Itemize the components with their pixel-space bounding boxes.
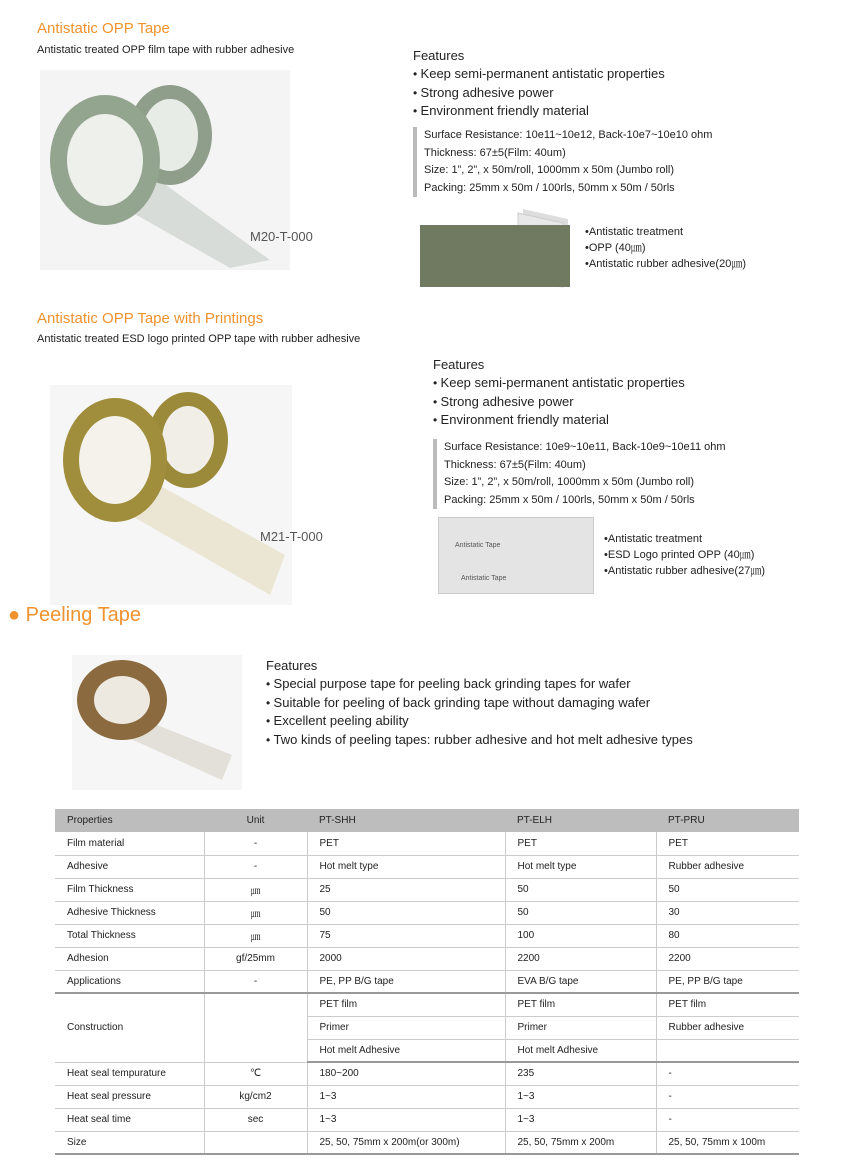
spec-line: Thickness: 67±5(Film: 40um)	[444, 458, 586, 471]
header-cell: PT-SHH	[307, 809, 505, 832]
layer-list	[604, 531, 765, 579]
table-cell: 50	[307, 901, 505, 924]
feature-item: • Keep semi-permanent antistatic properties	[433, 374, 685, 393]
table-cell: Adhesion	[55, 947, 204, 970]
table-cell: gf/25mm	[204, 947, 307, 970]
section-title-peeling-tape: ● Peeling Tape	[8, 604, 141, 626]
table-row	[55, 878, 799, 901]
table-cell: 2200	[505, 947, 656, 970]
spec-line: Thickness: 67±5(Film: 40um)	[424, 146, 566, 159]
table-cell: PE, PP B/G tape	[307, 970, 505, 993]
table-cell: Film Thickness	[55, 878, 204, 901]
table-cell: sec	[204, 1108, 307, 1131]
table-row	[55, 947, 799, 970]
table-cell: 80	[656, 924, 799, 947]
table-cell: 2200	[656, 947, 799, 970]
layer-item: • Antistatic rubber adhesive(20㎛)	[585, 256, 746, 272]
table-cell: kg/cm2	[204, 1085, 307, 1108]
header-cell: Unit	[204, 809, 307, 832]
table-cell: Applications	[55, 970, 204, 993]
properties-table	[55, 809, 799, 1155]
section-title-printed-tape: Antistatic OPP Tape with Printings	[37, 310, 264, 327]
layer-item: • Antistatic treatment	[604, 531, 765, 547]
spec-line: Packing: 25mm x 50m / 100rls, 50mm x 50m / 50rls	[424, 181, 675, 194]
table-cell: 30	[656, 901, 799, 924]
bullet-icon: ●	[8, 604, 21, 626]
table-cell: Size	[55, 1131, 204, 1154]
table-cell: Rubber adhesive	[656, 1016, 799, 1039]
section-subtitle: Antistatic treated OPP film tape with rubber adhesive	[37, 44, 295, 56]
print-label: Antistatic Tape	[461, 575, 507, 582]
table-row	[55, 924, 799, 947]
feature-item: • Special purpose tape for peeling back grinding tapes for wafer	[266, 675, 716, 694]
table-cell: -	[656, 1108, 799, 1131]
table-cell: 235	[505, 1062, 656, 1085]
section-subtitle: Antistatic treated ESD logo printed OPP tape with rubber adhesive	[37, 333, 361, 345]
feature-item: • Strong adhesive power	[413, 84, 665, 103]
model-code: M20-T-000	[250, 229, 313, 244]
print-label: Antistatic Tape	[455, 542, 501, 549]
feature-item: • Keep semi-permanent antistatic properties	[413, 65, 665, 84]
table-cell: 2000	[307, 947, 505, 970]
feature-item: • Strong adhesive power	[433, 393, 685, 412]
table-cell: -	[204, 855, 307, 878]
header-cell: PT-ELH	[505, 809, 656, 832]
table-cell: 1~3	[307, 1085, 505, 1108]
table-cell: PE, PP B/G tape	[656, 970, 799, 993]
table-cell: -	[204, 832, 307, 855]
table-cell	[656, 1039, 799, 1062]
table-cell: ㎛	[204, 924, 307, 947]
spec-line: Size: 1”, 2”, x 50m/roll, 1000mm x 50m (Jumbo roll)	[424, 164, 675, 176]
specs-block	[413, 127, 712, 197]
table-row	[55, 1062, 799, 1085]
table-header-row	[55, 809, 799, 832]
features-list	[433, 374, 685, 430]
table-cell: Heat seal tempurature	[55, 1062, 204, 1085]
table-cell: Adhesive	[55, 855, 204, 878]
header-cell: Properties	[55, 809, 204, 832]
table-cell: PET film	[307, 993, 505, 1016]
table-cell: 50	[656, 878, 799, 901]
table-cell: ㎛	[204, 901, 307, 924]
spec-line: Packing: 25mm x 50m / 100rls, 50mm x 50m / 50rls	[444, 493, 695, 506]
section-title-antistatic-opp: Antistatic OPP Tape	[37, 20, 170, 37]
table-row	[55, 832, 799, 855]
table-cell: PET film	[656, 993, 799, 1016]
table-cell: ㎛	[204, 878, 307, 901]
table-row	[55, 855, 799, 878]
table-row	[55, 1085, 799, 1108]
feature-item: • Environment friendly material	[433, 411, 685, 430]
feature-item: • Two kinds of peeling tapes: rubber adhesive and hot melt adhesive types	[266, 731, 716, 750]
table-cell: Hot melt type	[505, 855, 656, 878]
feature-item: • Excellent peeling ability	[266, 712, 716, 731]
table-cell: 180~200	[307, 1062, 505, 1085]
table-cell	[204, 1131, 307, 1154]
table-cell: 25, 50, 75mm x 200m(or 300m)	[307, 1131, 505, 1154]
table-cell: -	[656, 1085, 799, 1108]
spec-line: Surface Resistance: 10e9~10e11, Back-10e9~10e11 ohm	[444, 441, 726, 453]
table-cell: PET	[505, 832, 656, 855]
spec-line: Size: 1”, 2”, x 50m/roll, 1000mm x 50m (Jumbo roll)	[444, 476, 695, 488]
model-code: M21-T-000	[260, 529, 323, 544]
table-cell: Rubber adhesive	[656, 855, 799, 878]
peeling-tape-roll-image	[72, 655, 242, 790]
table-row	[55, 993, 799, 1016]
layer-item: • OPP (40㎛)	[585, 240, 746, 256]
layer-list	[585, 224, 746, 272]
table-cell: Hot melt Adhesive	[307, 1039, 505, 1062]
layer-item: • Antistatic rubber adhesive(27㎛)	[604, 563, 765, 579]
table-cell: 25	[307, 878, 505, 901]
features-title: Features	[266, 658, 318, 673]
printed-layer-diagram	[438, 517, 594, 594]
table-cell: 50	[505, 878, 656, 901]
table-cell: 25, 50, 75mm x 100m	[656, 1131, 799, 1154]
table-cell: 1~3	[505, 1085, 656, 1108]
printed-tape-roll-image	[50, 385, 292, 605]
specs-block	[433, 439, 726, 509]
table-cell: Heat seal time	[55, 1108, 204, 1131]
table-cell: 100	[505, 924, 656, 947]
features-list	[266, 675, 716, 749]
table-cell: Adhesive Thickness	[55, 901, 204, 924]
table-cell: 75	[307, 924, 505, 947]
features-list	[413, 65, 665, 121]
header-cell: PT-PRU	[656, 809, 799, 832]
feature-item: • Environment friendly material	[413, 102, 665, 121]
table-cell: Construction	[55, 993, 204, 1062]
table-cell: PET film	[505, 993, 656, 1016]
layer-item: • ESD Logo printed OPP (40㎛)	[604, 547, 765, 563]
table-cell: Film material	[55, 832, 204, 855]
table-row	[55, 901, 799, 924]
spec-line: Surface Resistance: 10e11~10e12, Back-10e7~10e10 ohm	[424, 129, 713, 141]
table-cell	[204, 993, 307, 1062]
table-cell: ℃	[204, 1062, 307, 1085]
table-cell: 25, 50, 75mm x 200m	[505, 1131, 656, 1154]
table-cell: 1~3	[307, 1108, 505, 1131]
table-cell: Primer	[505, 1016, 656, 1039]
table-cell: Total Thickness	[55, 924, 204, 947]
table-cell: PET	[307, 832, 505, 855]
table-cell: 1~3	[505, 1108, 656, 1131]
table-row	[55, 970, 799, 993]
table-cell: -	[656, 1062, 799, 1085]
table-cell: Primer	[307, 1016, 505, 1039]
features-title: Features	[433, 357, 485, 372]
table-cell: Hot melt type	[307, 855, 505, 878]
layer-diagram	[418, 207, 578, 289]
table-cell: PET	[656, 832, 799, 855]
table-cell: Heat seal pressure	[55, 1085, 204, 1108]
feature-item: • Suitable for peeling of back grinding tape without damaging wafer	[266, 694, 716, 713]
table-cell: EVA B/G tape	[505, 970, 656, 993]
table-cell: -	[204, 970, 307, 993]
table-row	[55, 1108, 799, 1131]
table-cell: 50	[505, 901, 656, 924]
features-title: Features	[413, 48, 465, 63]
table-cell: Hot melt Adhesive	[505, 1039, 656, 1062]
layer-item: • Antistatic treatment	[585, 224, 746, 240]
table-row	[55, 1131, 799, 1154]
